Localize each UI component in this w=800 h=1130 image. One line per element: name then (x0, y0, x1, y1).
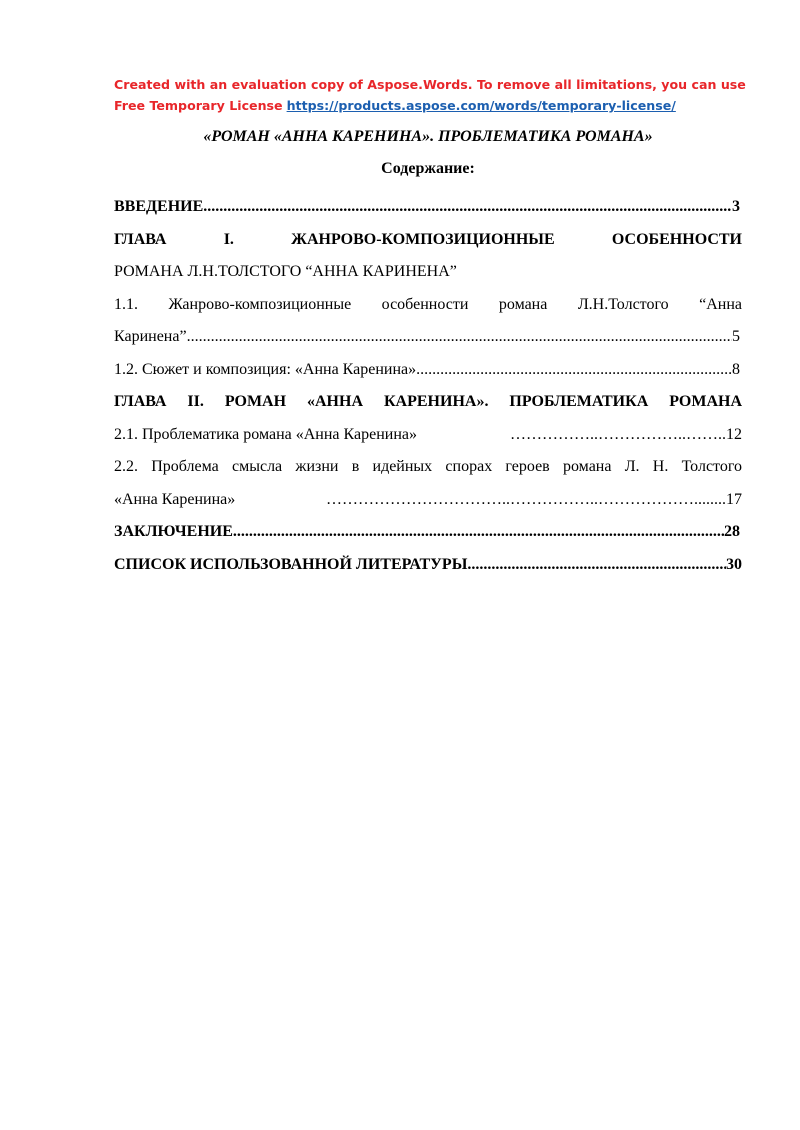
toc-entry-label-line-2: «Анна Каренина» (114, 490, 236, 508)
toc-leader (416, 354, 732, 387)
toc-entry-label: 1.2. Сюжет и композиция: «Анна Каренина» (114, 360, 417, 378)
toc-leader-text: ……………………………..……………..………………........ (326, 490, 726, 508)
evaluation-notice-text: Created with an evaluation copy of Aspose.Words. To remove all limitations, you can use (114, 77, 746, 92)
toc-entry-chapter-2[interactable]: ГЛАВА II. РОМАН «АННА КАРЕНИНА». ПРОБЛЕМАТИКА РОМАНА (114, 393, 742, 410)
license-label: Free Temporary License (114, 98, 283, 113)
toc-entry-label-line-1: 1.1. Жанрово-композиционные особенности романа Л.Н.Толстого “Анна (114, 295, 742, 313)
toc-heading: Содержание: (381, 160, 475, 177)
toc-page-number: 30 (726, 555, 742, 573)
toc-leader (467, 549, 726, 582)
toc-entry-introduction[interactable] (114, 191, 740, 224)
toc-entry-section-1-2[interactable] (114, 354, 740, 387)
toc-entry-section-2-2[interactable] (114, 451, 742, 516)
toc-entry-label: СПИСОК ИСПОЛЬЗОВАННОЙ ЛИТЕРАТУРЫ (114, 555, 468, 573)
toc-entry-label: ВВЕДЕНИЕ (114, 198, 204, 215)
license-link[interactable]: https://products.aspose.com/words/temporary-license/ (286, 98, 676, 113)
toc-leader-text: ……………..……………..…….. (510, 425, 726, 443)
toc-page-number: 3 (732, 198, 740, 215)
table-of-contents (114, 191, 742, 581)
toc-page-number: 28 (724, 523, 740, 540)
toc-entry-label-line-2: Каринена” (114, 328, 187, 345)
toc-entry-label-line-1: ГЛАВА I. ЖАНРОВО-КОМПОЗИЦИОННЫЕ ОСОБЕННОСТИ (114, 230, 742, 248)
toc-entry-section-2-1[interactable] (114, 419, 742, 452)
evaluation-notice-line-2 (114, 95, 742, 116)
toc-entry-line-2 (114, 321, 740, 354)
toc-entry-section-1-1[interactable] (114, 289, 742, 354)
toc-entry-chapter-1[interactable] (114, 224, 742, 289)
toc-leader (233, 516, 724, 549)
document-page (114, 74, 746, 581)
toc-entry-line-2 (114, 484, 742, 517)
toc-page-number: 8 (732, 360, 740, 378)
document-title: «РОМАН «АННА КАРЕНИНА». ПРОБЛЕМАТИКА РОМАНА» (203, 128, 653, 145)
toc-leader (187, 321, 732, 354)
toc-entry-label: 2.1. Проблематика романа «Анна Каренина» (114, 425, 417, 443)
toc-leader (203, 191, 732, 224)
toc-entry-references[interactable] (114, 549, 742, 582)
evaluation-notice-line-1 (114, 74, 746, 95)
toc-entry-conclusion[interactable] (114, 516, 740, 549)
toc-entry-label-line-1: 2.2. Проблема смысла жизни в идейных спорах героев романа Л. Н. Толстого (114, 458, 742, 475)
toc-entry-label-line-2: РОМАНА Л.Н.ТОЛСТОГО “АННА КАРИНЕНА” (114, 263, 457, 280)
toc-page-number: 5 (732, 328, 740, 345)
toc-page-number: 17 (726, 490, 742, 508)
toc-entry-label: ЗАКЛЮЧЕНИЕ (114, 523, 233, 540)
toc-page-number: 12 (726, 425, 742, 443)
